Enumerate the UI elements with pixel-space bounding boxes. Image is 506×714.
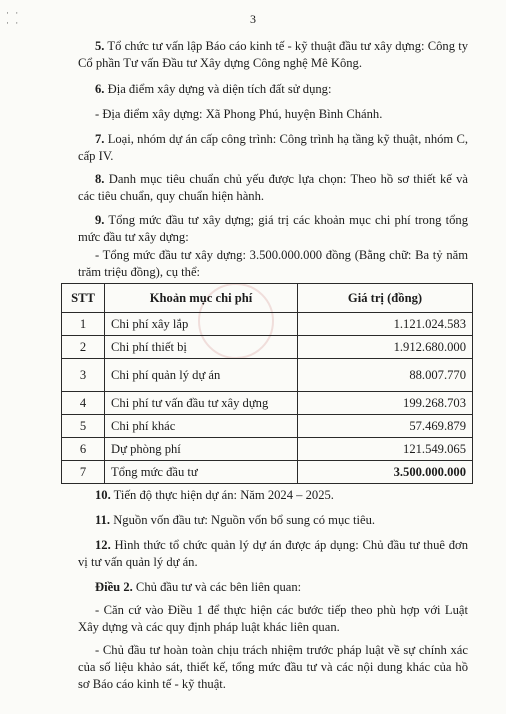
cell-value: 199.268.703	[298, 392, 473, 415]
item-7-text: Loại, nhóm dự án cấp công trình: Công trình hạ tầng kỹ thuật, nhóm C, cấp IV.	[78, 132, 468, 163]
item-12-text: Hình thức tổ chức quản lý dự án được áp dụng: Chủ đầu tư thuê đơn vị tư vấn quản lý dự án.	[78, 538, 468, 569]
item-9	[78, 212, 468, 246]
item-11-number: 11.	[95, 513, 111, 527]
item-8-text: Danh mục tiêu chuẩn chủ yếu được lựa chọn: Theo hồ sơ thiết kế và các tiêu chuẩn, quy chuẩn hiện hành.	[78, 172, 468, 203]
cell-stt: 6	[62, 438, 105, 461]
cell-item: Chi phí khác	[105, 415, 298, 438]
article-2-p1: - Căn cứ vào Điều 1 để thực hiện các bước tiếp theo phù hợp với Luật Xây dựng và các quy định pháp luật khác liên quan.	[78, 603, 468, 634]
cell-value: 1.121.024.583	[298, 313, 473, 336]
item-7	[78, 131, 468, 165]
item-8-number: 8.	[95, 172, 105, 186]
article-2	[78, 579, 468, 596]
item-5-text: Tổ chức tư vấn lập Báo cáo kinh tế - kỹ thuật đầu tư xây dựng: Công ty Cổ phần Tư vấn Đầu tư Xây dựng Công nghệ Mê Kông.	[78, 39, 468, 70]
scan-artifact: · · · ·	[6, 8, 21, 28]
item-7-number: 7.	[95, 132, 105, 146]
cell-item: Tổng mức đầu tư	[105, 461, 298, 484]
table-row	[62, 359, 473, 392]
article-2-text: Chủ đầu tư và các bên liên quan:	[132, 580, 302, 594]
item-11-text: Nguồn vốn đầu tư: Nguồn vốn bổ sung có mục tiêu.	[110, 513, 376, 527]
cell-value: 57.469.879	[298, 415, 473, 438]
cell-value: 88.007.770	[298, 359, 473, 392]
article-2-label: Điều 2.	[95, 580, 133, 594]
cell-stt: 7	[62, 461, 105, 484]
page-number: 3	[250, 12, 256, 26]
cell-value: 1.912.680.000	[298, 336, 473, 359]
header-item: Khoản mục chi phí	[105, 284, 298, 313]
item-6-text: Địa điểm xây dựng và diện tích đất sử dụng:	[104, 82, 332, 96]
table-row	[62, 438, 473, 461]
item-12	[78, 537, 468, 571]
cell-item: Chi phí thiết bị	[105, 336, 298, 359]
cell-stt: 1	[62, 313, 105, 336]
cell-value-total: 3.500.000.000	[298, 461, 473, 484]
item-10	[78, 487, 468, 504]
header-value: Giá trị (đồng)	[298, 284, 473, 313]
item-9-sub: - Tổng mức đầu tư xây dựng: 3.500.000.000 đồng (Bằng chữ: Ba tỷ năm trăm triệu đồng), cụ thể:	[78, 248, 468, 279]
item-6-number: 6.	[95, 82, 105, 96]
table-row-total	[62, 461, 473, 484]
item-6	[78, 81, 468, 98]
table-row	[62, 313, 473, 336]
cell-item: Chi phí tư vấn đầu tư xây dựng	[105, 392, 298, 415]
cell-stt: 5	[62, 415, 105, 438]
item-8	[78, 171, 468, 205]
item-10-text: Tiến độ thực hiện dự án: Năm 2024 – 2025.	[110, 488, 334, 502]
table-header-row	[62, 284, 473, 313]
cell-item: Chi phí quản lý dự án	[105, 359, 298, 392]
table-row	[62, 415, 473, 438]
item-5-number: 5.	[95, 39, 105, 53]
article-2-p2: - Chủ đầu tư hoàn toàn chịu trách nhiệm trước pháp luật về sự chính xác của số liệu khảo sát, thiết kế, tổng mức đầu tư và các nội dung khác của hồ sơ Báo cáo kinh tế - kỹ thuật.	[78, 643, 468, 691]
cell-value: 121.549.065	[298, 438, 473, 461]
item-9-text: Tổng mức đầu tư xây dựng; giá trị các khoản mục chi phí trong tổng mức đầu tư xây dựng:	[78, 213, 468, 244]
cell-stt: 3	[62, 359, 105, 392]
cell-stt: 4	[62, 392, 105, 415]
table-row	[62, 336, 473, 359]
item-12-number: 12.	[95, 538, 111, 552]
item-6-sub: - Địa điểm xây dựng: Xã Phong Phú, huyện Bình Chánh.	[95, 107, 383, 121]
header-stt: STT	[62, 284, 105, 313]
item-11	[78, 512, 468, 529]
cost-table	[61, 283, 473, 484]
table-row	[62, 392, 473, 415]
item-5	[78, 38, 468, 72]
cell-item: Dự phòng phí	[105, 438, 298, 461]
item-10-number: 10.	[95, 488, 111, 502]
cell-item: Chi phí xây lắp	[105, 313, 298, 336]
cell-stt: 2	[62, 336, 105, 359]
item-9-number: 9.	[95, 213, 105, 227]
